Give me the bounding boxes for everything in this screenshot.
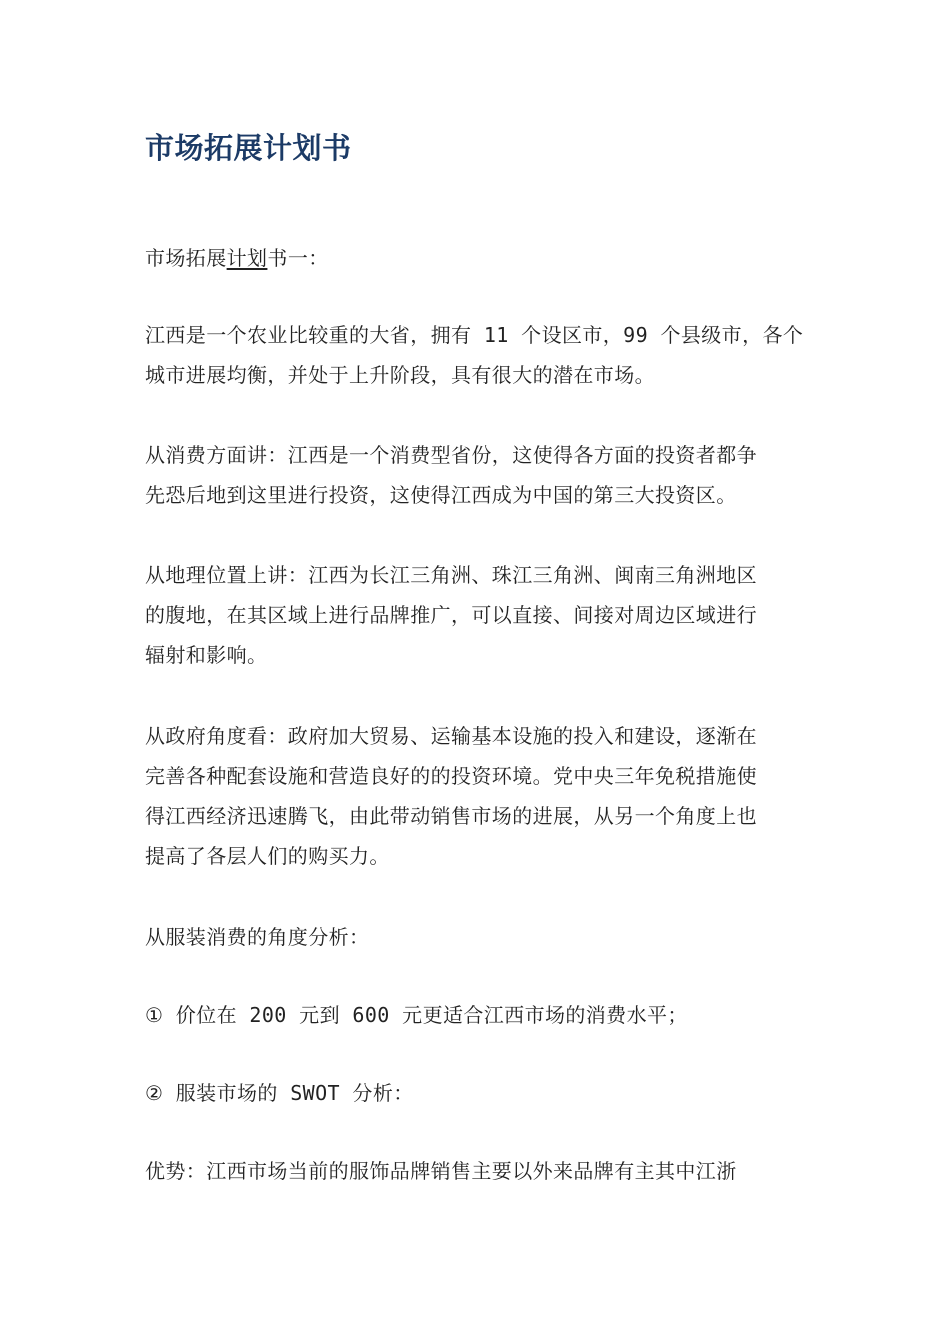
paragraph-overview: [145, 315, 810, 395]
intro-line: [145, 238, 810, 278]
paragraph-consumption: [145, 435, 810, 515]
paragraph-government: [145, 716, 810, 876]
paragraph-line: 辐射和影响。: [145, 643, 268, 667]
paragraph-line: 得江西经济迅速腾飞，由此带动销售市场的进展，从另一个角度上也: [145, 804, 757, 828]
paragraph-apparel-heading: [145, 917, 810, 957]
paragraph-line: 从政府角度看：政府加大贸易、运输基本设施的投入和建设，逐渐在: [145, 724, 757, 748]
plan-link[interactable]: 计划: [226, 246, 268, 270]
paragraph-line: ② 服装市场的 SWOT 分析：: [145, 1081, 414, 1105]
paragraph-line: 的腹地，在其区域上进行品牌推广，可以直接、间接对周边区域进行: [145, 603, 757, 627]
paragraph-line: 优势：江西市场当前的服饰品牌销售主要以外来品牌有主其中江浙: [145, 1159, 737, 1183]
paragraph-line: 从消费方面讲：江西是一个消费型省份，这使得各方面的投资者都争: [145, 443, 757, 467]
paragraph-line: 先恐后地到这里进行投资，这使得江西成为中国的第三大投资区。: [145, 483, 737, 507]
paragraph-line: 提高了各层人们的购买力。: [145, 844, 390, 868]
paragraph-line: 江西是一个农业比较重的大省，拥有 11 个设区市，99 个县级市，各个: [145, 323, 804, 347]
paragraph-line: 完善各种配套设施和营造良好的的投资环境。党中央三年免税措施使: [145, 764, 757, 788]
intro-suffix: 书一：: [267, 246, 329, 270]
paragraph-line: 城市进展均衡，并处于上升阶段，具有很大的潜在市场。: [145, 363, 655, 387]
paragraph-line: 从地理位置上讲：江西为长江三角洲、珠江三角洲、闽南三角洲地区: [145, 563, 757, 587]
list-item-swot: [145, 1073, 810, 1113]
intro-prefix: 市场拓展: [145, 246, 227, 270]
document-title: 市场拓展计划书: [145, 131, 352, 165]
paragraph-line: ① 价位在 200 元到 600 元更适合江西市场的消费水平；: [145, 1003, 688, 1027]
paragraph-strengths: [145, 1151, 810, 1191]
paragraph-line: 从服装消费的角度分析：: [145, 925, 370, 949]
paragraph-geography: [145, 555, 810, 675]
list-item-price: [145, 995, 810, 1035]
